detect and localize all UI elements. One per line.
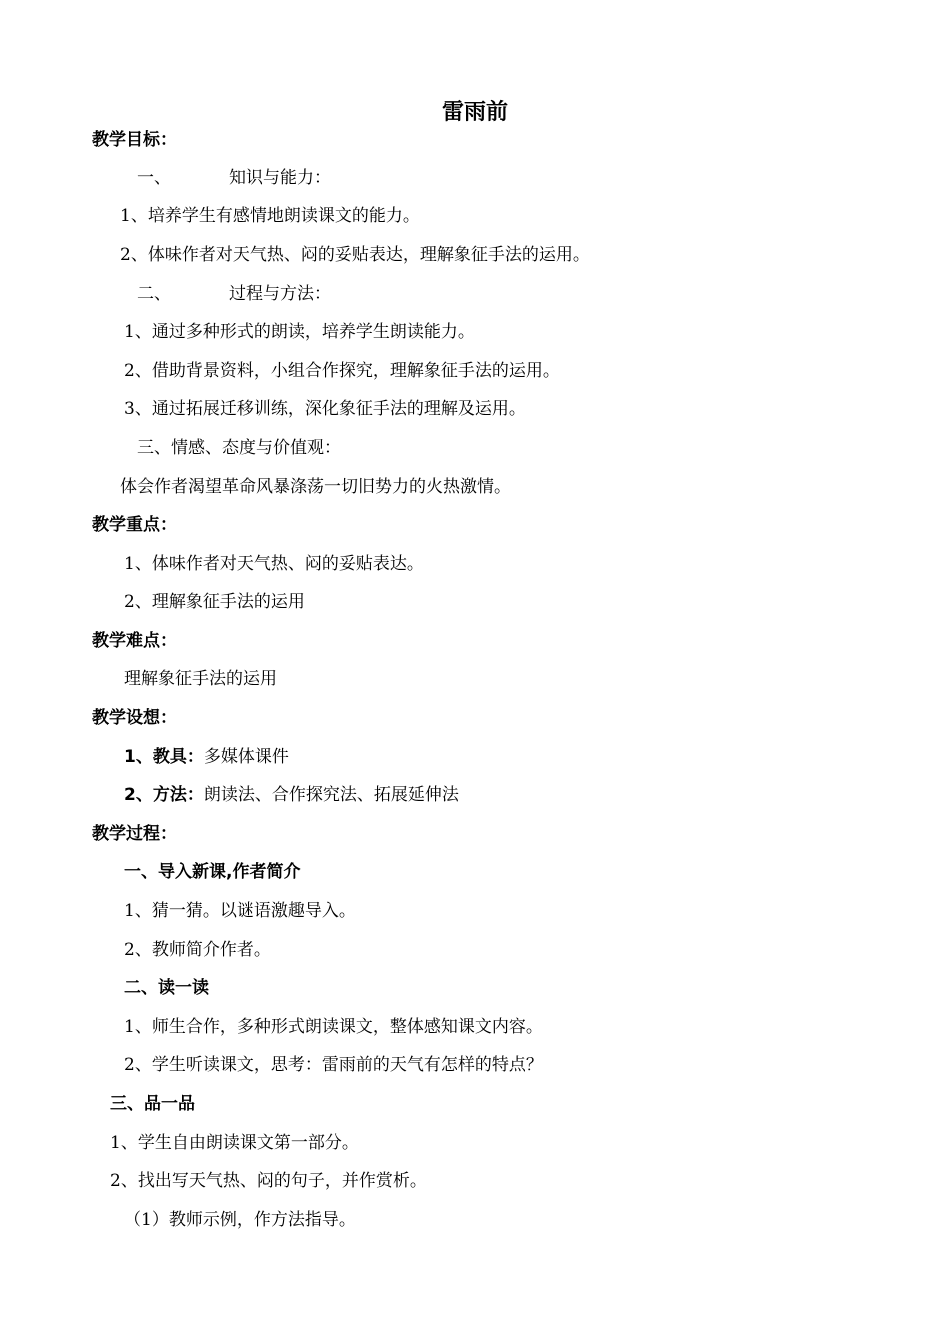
objectives-item: 1、培养学生有感情地朗读课文的能力。 bbox=[120, 206, 420, 226]
key-points-item: 2、理解象征手法的运用 bbox=[124, 592, 305, 612]
process-item: 2、教师简介作者。 bbox=[124, 940, 271, 960]
section-number: 一、 bbox=[137, 168, 171, 188]
process-step-1-title: 一、导入新课,作者简介 bbox=[124, 862, 301, 882]
design-method-label: 2、方法： bbox=[124, 785, 204, 805]
design-heading: 教学设想： bbox=[92, 708, 177, 728]
objectives-item: 1、通过多种形式的朗读，培养学生朗读能力。 bbox=[124, 322, 475, 342]
difficulty-text: 理解象征手法的运用 bbox=[124, 669, 277, 689]
key-points-heading: 教学重点： bbox=[92, 515, 177, 535]
process-item: 1、师生合作，多种形式朗读课文，整体感知课文内容。 bbox=[124, 1017, 543, 1037]
objectives-item: 2、借助背景资料，小组合作探究，理解象征手法的运用。 bbox=[124, 361, 560, 381]
objectives-item: 3、通过拓展迁移训练，深化象征手法的理解及运用。 bbox=[124, 399, 526, 419]
process-item: 1、学生自由朗读课文第一部分。 bbox=[110, 1133, 359, 1153]
objectives-section-3: 三、情感、态度与价值观： bbox=[137, 438, 341, 458]
objectives-section-2 bbox=[137, 283, 331, 305]
design-tools-label: 1、教具： bbox=[124, 747, 204, 767]
process-item: 1、猜一猜。以谜语激趣导入。 bbox=[124, 901, 356, 921]
section-number: 二、 bbox=[137, 284, 171, 304]
objectives-section-1 bbox=[137, 167, 331, 189]
objectives-heading: 教学目标： bbox=[92, 130, 177, 150]
design-tools bbox=[124, 746, 289, 768]
process-step-3-title: 三、品一品 bbox=[110, 1094, 195, 1114]
objectives-text: 体会作者渴望革命风暴涤荡一切旧势力的火热激情。 bbox=[120, 477, 511, 497]
process-item: 2、学生听读课文，思考：雷雨前的天气有怎样的特点？ bbox=[124, 1055, 543, 1075]
process-step-2-title: 二、读一读 bbox=[124, 978, 209, 998]
section-title: 过程与方法： bbox=[229, 284, 331, 304]
design-method-value: 朗读法、合作探究法、拓展延伸法 bbox=[203, 785, 459, 805]
objectives-item: 2、体味作者对天气热、闷的妥贴表达，理解象征手法的运用。 bbox=[120, 245, 590, 265]
process-item: 2、找出写天气热、闷的句子，并作赏析。 bbox=[110, 1171, 427, 1191]
design-tools-value: 多媒体课件 bbox=[203, 747, 289, 767]
difficulty-heading: 教学难点： bbox=[92, 631, 177, 651]
process-subitem: （1）教师示例，作方法指导。 bbox=[124, 1210, 356, 1230]
document-title: 雷雨前 bbox=[441, 100, 508, 125]
design-method bbox=[124, 784, 459, 806]
process-heading: 教学过程： bbox=[92, 824, 177, 844]
section-title: 知识与能力： bbox=[229, 168, 331, 188]
key-points-item: 1、体味作者对天气热、闷的妥贴表达。 bbox=[124, 554, 424, 574]
